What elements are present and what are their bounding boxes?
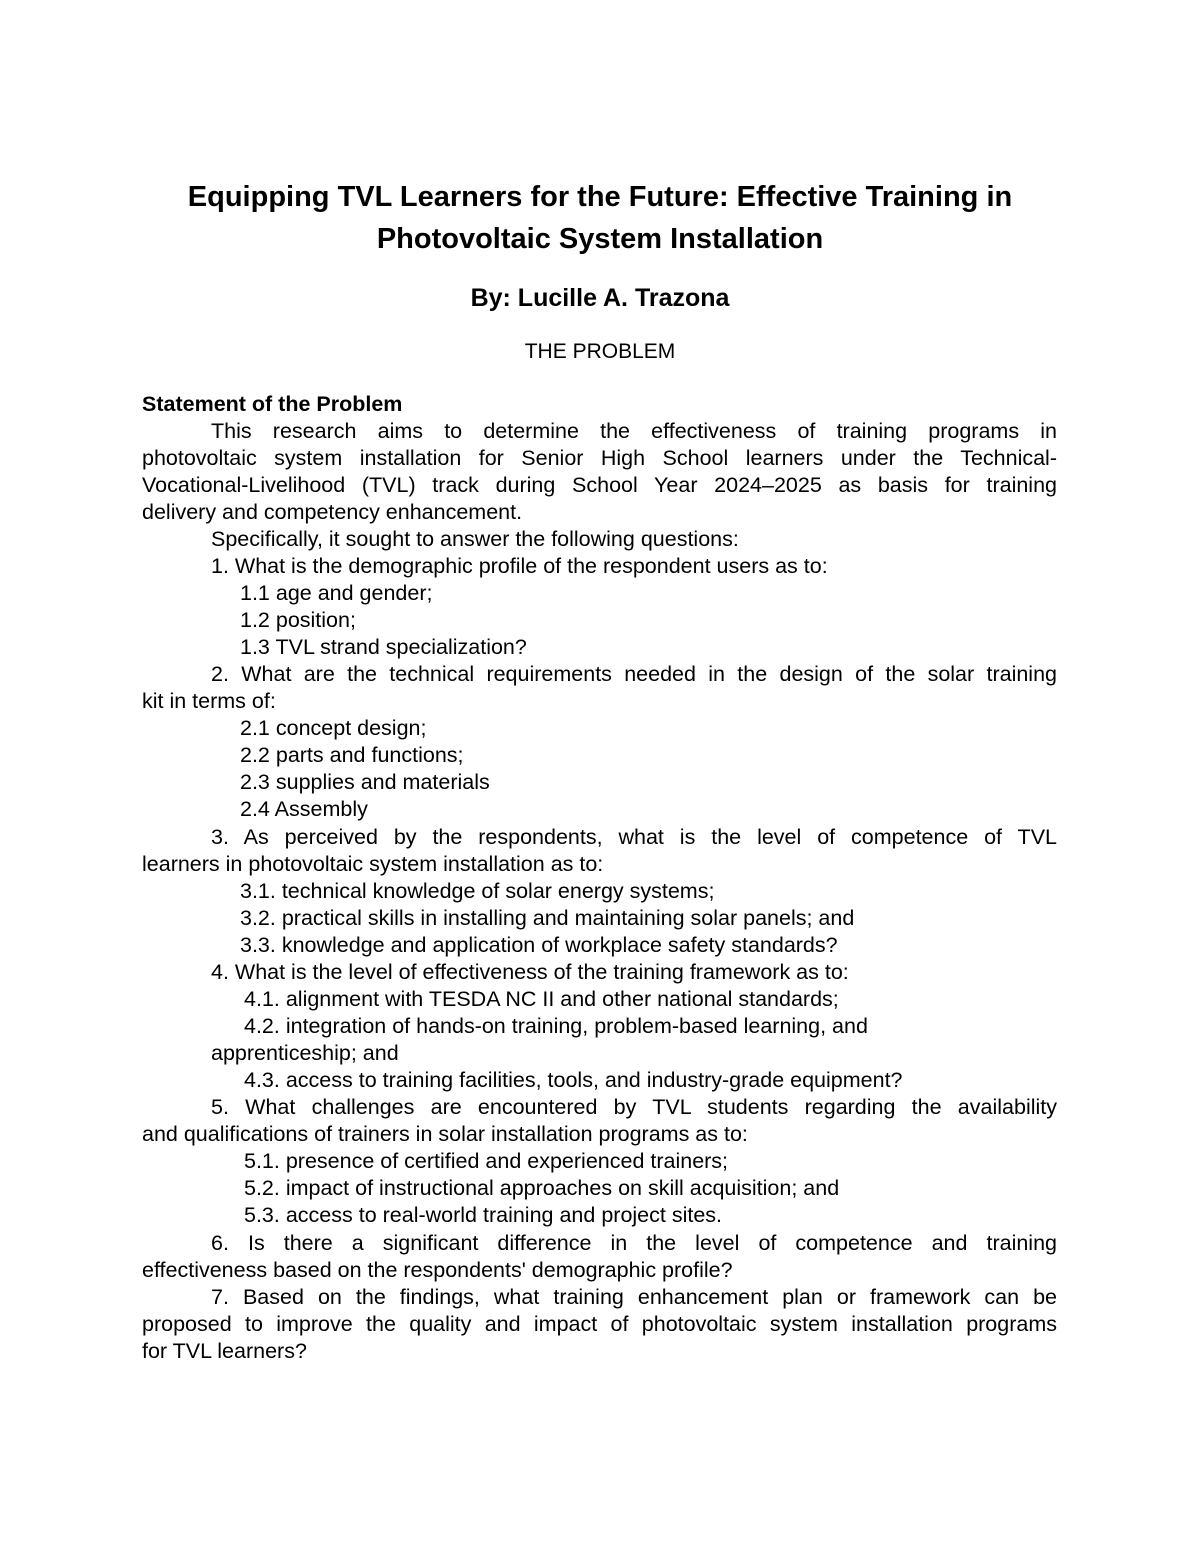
sub-question-item: 5.3. access to real-world training and project sites. [244, 1203, 723, 1227]
question-item: 3. As perceived by the respondents, what is the level of competence of TVL [211, 825, 1057, 849]
paragraph-line: This research aims to determine the effectiveness of training programs in [211, 419, 1057, 443]
sub-question-item: 1.1 age and gender; [240, 581, 433, 605]
sub-question-item: 2.3 supplies and materials [240, 770, 490, 794]
sub-question-item: 3.1. technical knowledge of solar energy systems; [240, 879, 715, 903]
question-item: 7. Based on the findings, what training enhancement plan or framework can be [211, 1285, 1057, 1309]
sub-question-item: 3.3. knowledge and application of workplace safety standards? [240, 933, 838, 957]
author-byline: By: Lucille A. Trazona [470, 284, 730, 312]
sub-question-item: 5.1. presence of certified and experienced trainers; [244, 1149, 729, 1173]
sub-question-item: 2.1 concept design; [240, 716, 427, 740]
question-item-continued: learners in photovoltaic system installation as to: [142, 852, 604, 876]
question-item: 2. What are the technical requirements needed in the design of the solar training [211, 662, 1057, 686]
paragraph-line: delivery and competency enhancement. [142, 500, 523, 524]
sub-question-item: 1.2 position; [240, 608, 356, 632]
question-item-continued: for TVL learners? [142, 1339, 307, 1363]
sub-question-item: 4.3. access to training facilities, tools, and industry-grade equipment? [244, 1068, 903, 1092]
sub-question-item: 4.1. alignment with TESDA NC II and other national standards; [244, 987, 839, 1011]
document-title-line-1: Equipping TVL Learners for the Future: Effective Training in [187, 181, 1013, 213]
question-item-continued: and qualifications of trainers in solar installation programs as to: [142, 1122, 748, 1146]
paragraph-line: Specifically, it sought to answer the following questions: [211, 527, 739, 551]
question-item: 5. What challenges are encountered by TVL students regarding the availability [211, 1095, 1057, 1119]
sub-question-item: 4.2. integration of hands-on training, problem-based learning, and [244, 1014, 868, 1038]
sub-question-item: 3.2. practical skills in installing and maintaining solar panels; and [240, 906, 855, 930]
question-item: 4. What is the level of effectiveness of the training framework as to: [211, 960, 849, 984]
document-title-line-2: Photovoltaic System Installation [376, 223, 824, 255]
question-item-continued: kit in terms of: [142, 689, 276, 713]
sub-question-item: 5.2. impact of instructional approaches on skill acquisition; and [244, 1176, 840, 1200]
question-item-continued: proposed to improve the quality and impact of photovoltaic system installation programs [142, 1312, 1057, 1336]
sub-question-item: 2.4 Assembly [240, 797, 368, 821]
paragraph-line: Vocational-Livelihood (TVL) track during School Year 2024–2025 as basis for training [142, 473, 1057, 497]
sub-question-item: 1.3 TVL strand specialization? [240, 635, 527, 659]
statement-subheading: Statement of the Problem [142, 392, 403, 416]
sub-question-item: 2.2 parts and functions; [240, 743, 464, 767]
sub-question-item-continued: apprenticeship; and [211, 1041, 399, 1065]
question-item: 6. Is there a significant difference in the level of competence and training [211, 1231, 1057, 1255]
paragraph-line: photovoltaic system installation for Senior High School learners under the Technical- [142, 446, 1057, 470]
question-item: 1. What is the demographic profile of the respondent users as to: [211, 554, 828, 578]
question-item-continued: effectiveness based on the respondents' demographic profile? [142, 1258, 733, 1282]
section-heading: THE PROBLEM [524, 340, 676, 363]
